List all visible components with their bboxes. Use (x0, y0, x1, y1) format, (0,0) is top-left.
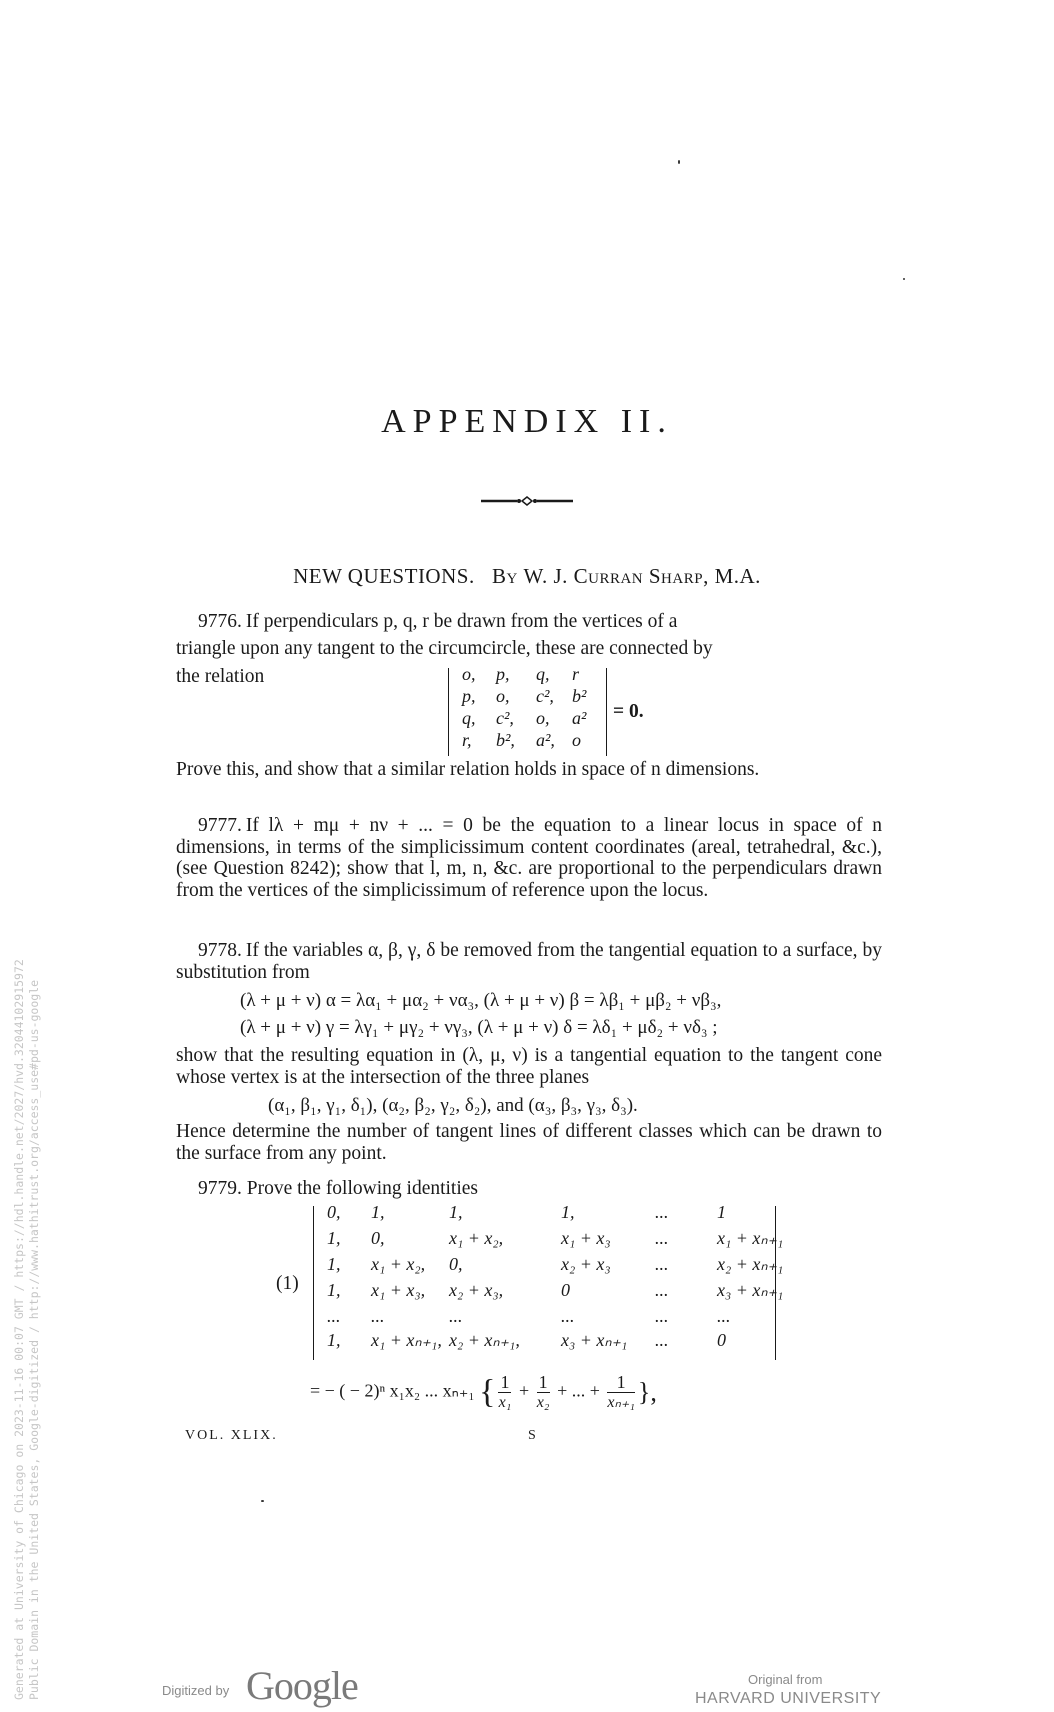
det-cell: x₂ + x₃, (449, 1280, 504, 1300)
frac-3-num: 1 (607, 1372, 634, 1393)
det-cell: 1, (327, 1228, 341, 1248)
q9776-determinant (448, 664, 608, 756)
q9779-intro (198, 1178, 478, 1200)
det-cell: ... (655, 1280, 669, 1300)
det-cell: 1, (371, 1202, 385, 1222)
det-cell: 0 (717, 1330, 726, 1350)
det-cell: r (572, 664, 580, 684)
det-cell: x₃ + xₙ₊₁ (717, 1280, 784, 1300)
left-brace: { (479, 1373, 496, 1411)
frac-2 (537, 1372, 550, 1413)
frac-2-den: x₂ (536, 1394, 550, 1411)
det-cell: 0 (561, 1280, 570, 1300)
q9778-text3: Hence determine the number of tangent lines of different classes which can be drawn to the surface from any point. (176, 1121, 882, 1164)
right-brace: }, (637, 1377, 657, 1407)
page-title: APPENDIX II. (381, 403, 673, 440)
det-cell: ... (655, 1306, 669, 1326)
q9776-number: 9776. (198, 611, 242, 632)
det-cell: r, (462, 730, 472, 750)
ellipsis-plus: + ... + (557, 1380, 600, 1401)
det-cell: x₁ + xₙ₊₁ (717, 1228, 784, 1248)
q9778-text1: If the variables α, β, γ, δ be removed from the tangential equation to a surface, by substitution from (176, 940, 882, 983)
det-cell: ... (717, 1306, 731, 1326)
frac-2-num: 1 (538, 1372, 548, 1392)
q9776-line1 (176, 611, 882, 633)
q9776-tail: Prove this, and show that a similar relation holds in space of n dimensions. (176, 759, 760, 780)
det-cell: o, (496, 686, 510, 706)
det-cell: p, (496, 664, 510, 684)
q9776-line3: the relation (176, 666, 265, 687)
q9778-number: 9778. (198, 940, 242, 961)
det-right-bar (606, 668, 607, 756)
heading-by: By (491, 564, 518, 588)
det-cell: 1, (327, 1280, 341, 1300)
det-cell: 1, (327, 1254, 341, 1274)
google-logo: Google (246, 1663, 358, 1708)
det-cell: x₁ + x₂, (371, 1254, 426, 1274)
det-cell: c², (496, 708, 514, 728)
det-cell: q, (536, 664, 550, 684)
det-cell: ... (655, 1254, 669, 1274)
det-cell: 1, (561, 1202, 575, 1222)
q9776-equals: = 0. (613, 701, 644, 722)
det-cell: x₁ + x₃ (561, 1228, 611, 1248)
q9778-paragraph-1 (176, 940, 882, 983)
q9779-result (310, 1372, 657, 1413)
q9778-planes: (α₁, β₁, γ₁, δ₁), (α₂, β₂, γ₂, δ₂), and (α₃, β₃, γ₃, δ₃). (268, 1095, 638, 1116)
q9778-eq1: (λ + μ + ν) α = λα₁ + μα₂ + να₃, (λ + μ + ν) β = λβ₁ + μβ₂ + νβ₃, (240, 990, 722, 1011)
digitized-by-label: Digitized by (162, 1683, 230, 1698)
q9777-text: If lλ + mμ + nν + ... = 0 be the equation to a linear locus in space of n dimensions, in terms of the simplicissimum content coordinates (areal, tetrahedral, &c.), (see Question 8242); show that l, m, n, &c. are proportional to the perpendiculars drawn from the vertices of the simplicissimum of reference upon the locus. (176, 815, 882, 901)
det-left-bar (448, 668, 449, 756)
institution-name: HARVARD UNIVERSITY (695, 1690, 882, 1707)
det-cell: 0, (371, 1228, 385, 1248)
frac-1-den: x₁ (498, 1394, 512, 1411)
det-cell: x₂ + xₙ₊₁, (449, 1330, 520, 1350)
det-cell: 0, (327, 1202, 341, 1222)
det-cell: 1 (717, 1202, 726, 1222)
frac-1 (498, 1372, 511, 1413)
scan-speck (261, 1500, 264, 1502)
det-cell: x₃ + xₙ₊₁ (561, 1330, 628, 1350)
det-cell: b² (572, 686, 587, 706)
det-cell: x₁ + x₂, (449, 1228, 504, 1248)
result-prefix: = − ( − 2)ⁿ x₁x₂ ... xₙ₊₁ (310, 1380, 475, 1401)
det-cell: x₁ + xₙ₊₁, (371, 1330, 442, 1350)
signature-mark: S (528, 1428, 536, 1443)
det-cell: a² (572, 708, 587, 728)
det-cell: ... (655, 1202, 669, 1222)
det-cell: ... (449, 1306, 463, 1326)
det-cell: x₁ + x₃, (371, 1280, 426, 1300)
det-cell: a², (536, 730, 555, 750)
q9779-label: (1) (276, 1273, 299, 1294)
det2-left-bar (313, 1206, 314, 1360)
hathitrust-watermark (12, 959, 42, 1700)
frac-3-den: xₙ₊₁ (607, 1394, 635, 1411)
q9777-paragraph (176, 815, 882, 901)
det-cell: o, (536, 708, 550, 728)
q9779-intro-text: Prove the following identities (246, 1178, 479, 1199)
det-cell: o, (462, 664, 476, 684)
det-cell: ... (655, 1228, 669, 1248)
det-cell: b², (496, 730, 515, 750)
q9779-determinant (313, 1202, 784, 1360)
frac-3 (607, 1372, 634, 1413)
q9777-number: 9777. (198, 815, 242, 836)
scan-speck (678, 160, 680, 164)
det-cell: 1, (449, 1202, 463, 1222)
frac-1-num: 1 (500, 1372, 510, 1392)
watermark-line1: Generated at University of Chicago on 2023-11-16 00:07 GMT / https://hdl.handle.net/2027/hvd.32044102915972 (12, 959, 26, 1700)
det-cell: c², (536, 686, 554, 706)
det-cell: x₂ + xₙ₊₁ (717, 1254, 784, 1274)
q9776-line2: triangle upon any tangent to the circumcircle, these are connected by (176, 638, 713, 659)
det-cell: q, (462, 708, 476, 728)
q9778-text2: show that the resulting equation in (λ, μ, ν) is a tangential equation to the tangent cone whose vertex is at the intersection of the three planes (176, 1045, 882, 1088)
det-cell: ... (371, 1306, 385, 1326)
det-cell: o (572, 730, 581, 750)
original-from-label: Original from (748, 1672, 823, 1687)
q9776-line1-text: If perpendiculars p, q, r be drawn from the vertices of a (245, 611, 678, 632)
scan-speck (903, 278, 905, 280)
plus-sign: + (518, 1380, 530, 1401)
volume-label: VOL. XLIX. (185, 1428, 278, 1443)
ornament-divider (481, 494, 573, 508)
det-cell: ... (327, 1306, 341, 1326)
section-heading (0, 564, 1054, 589)
det-cell: 1, (327, 1330, 341, 1350)
det-cell: x₂ + x₃ (561, 1254, 611, 1274)
q9778-eq2: (λ + μ + ν) γ = λγ₁ + μγ₂ + νγ₃, (λ + μ + ν) δ = λδ₁ + μδ₂ + νδ₃ ; (240, 1017, 718, 1038)
det-cell: p, (462, 686, 476, 706)
det-cell: ... (655, 1330, 669, 1350)
watermark-line2: Public Domain in the United States, Google-digitized / http://www.hathitrust.org/access_use#pd-us-google (27, 979, 41, 1700)
heading-author: W. J. Curran Sharp, M.A. (523, 564, 761, 588)
det-cell: ... (561, 1306, 575, 1326)
q9779-number: 9779. (198, 1178, 242, 1199)
heading-main: NEW QUESTIONS. (293, 564, 475, 588)
det-cell: 0, (449, 1254, 463, 1274)
